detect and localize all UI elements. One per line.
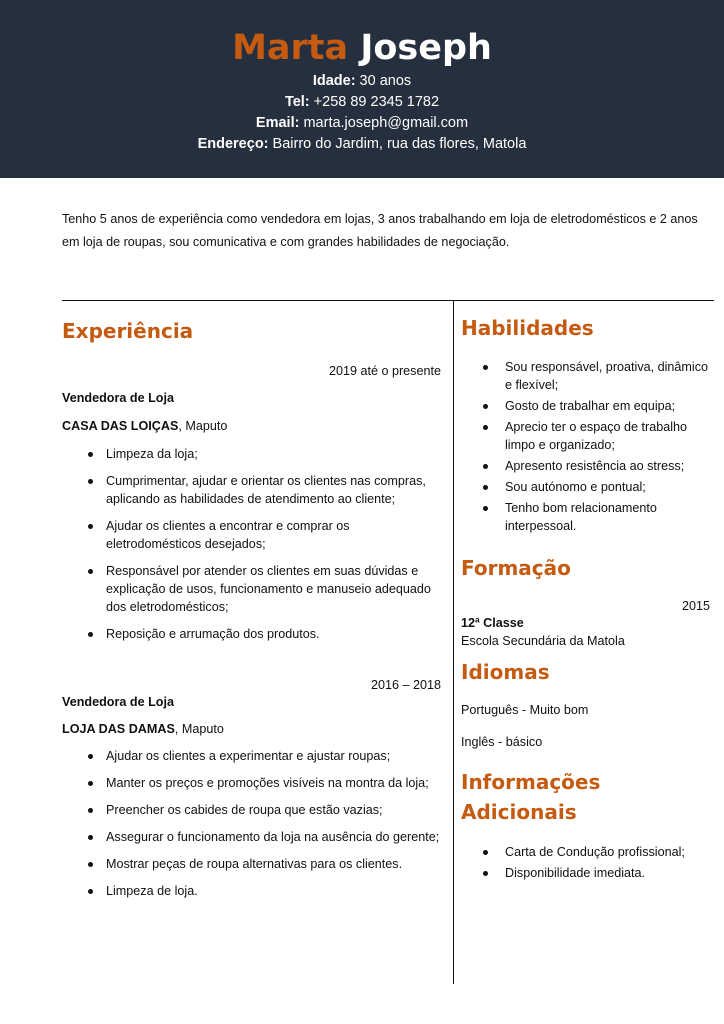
additional-info-list bbox=[463, 843, 715, 885]
job-2-employer bbox=[62, 720, 224, 738]
phone-value: +258 89 2345 1782 bbox=[309, 94, 440, 110]
job-1-role: Vendedora de Loja bbox=[62, 391, 174, 405]
job-2-task: Manter os preços e promoções visíveis na montra da loja; bbox=[62, 774, 442, 792]
additional-info-item: Carta de Condução profissional; bbox=[463, 843, 715, 861]
job-1-period: 2019 até o presente bbox=[328, 364, 441, 378]
job-1-company: CASA DAS LOIÇAS bbox=[62, 419, 179, 433]
job-1-task: Responsável por atender os clientes em suas dúvidas e explicação de usos, funcionamento e manuseio adequado dos eletrodomésticos; bbox=[62, 562, 442, 616]
email-line bbox=[0, 113, 724, 133]
candidate-name bbox=[0, 26, 724, 70]
age-line bbox=[0, 71, 724, 91]
header-banner bbox=[0, 0, 724, 178]
last-name: Joseph bbox=[360, 28, 492, 68]
phone-line bbox=[0, 92, 724, 112]
skill-item: Gosto de trabalhar em equipa; bbox=[463, 397, 715, 415]
languages-title: Idiomas bbox=[461, 660, 550, 684]
job-1-task: Reposição e arrumação dos produtos. bbox=[62, 625, 442, 643]
job-2-task: Assegurar o funcionamento da loja na ausência do gerente; bbox=[62, 828, 442, 846]
additional-info-item: Disponibilidade imediata. bbox=[463, 864, 715, 882]
job-2-location: , Maputo bbox=[174, 722, 224, 736]
email-value: marta.joseph@gmail.com bbox=[299, 115, 469, 131]
job-1-tasks bbox=[62, 445, 442, 652]
skill-item: Apresento resistência ao stress; bbox=[463, 457, 715, 475]
phone-label: Tel: bbox=[284, 94, 310, 110]
email-label: Email: bbox=[255, 115, 300, 131]
experience-title: Experiência bbox=[62, 319, 194, 343]
age-value: 30 anos bbox=[355, 73, 412, 89]
job-2-role: Vendedora de Loja bbox=[62, 695, 174, 709]
job-1-task: Limpeza da loja; bbox=[62, 445, 442, 463]
job-2-task: Mostrar peças de roupa alternativas para os clientes. bbox=[62, 855, 442, 873]
job-1-task: Cumprimentar, ajudar e orientar os clientes nas compras, aplicando as habilidades de atendimento ao cliente; bbox=[62, 472, 442, 508]
additional-info-title-line2: Adicionais bbox=[461, 800, 577, 824]
column-divider bbox=[453, 300, 454, 984]
skill-item: Sou autónomo e pontual; bbox=[463, 478, 715, 496]
skill-item: Sou responsável, proativa, dinâmico e flexível; bbox=[463, 358, 715, 394]
job-2-company: LOJA DAS DAMAS bbox=[62, 722, 175, 736]
additional-info-title-line1: Informações bbox=[461, 770, 601, 794]
job-2-task: Preencher os cabides de roupa que estão vazias; bbox=[62, 801, 442, 819]
address-value: Bairro do Jardim, rua das flores, Matola bbox=[268, 136, 527, 152]
education-year: 2015 bbox=[681, 599, 710, 613]
job-1-task: Ajudar os clientes a encontrar e comprar os eletrodomésticos desejados; bbox=[62, 517, 442, 553]
address-line bbox=[0, 134, 724, 154]
profile-summary: Tenho 5 anos de experiência como vendedora em lojas, 3 anos trabalhando em loja de eletrodomésticos e 2 anos em loja de roupas, sou comunicativa e com grandes habilidades de negociação. bbox=[62, 212, 698, 249]
job-2-task: Limpeza de loja. bbox=[62, 882, 442, 900]
language-item: Português - Muito bom bbox=[461, 703, 589, 717]
job-2-period: 2016 – 2018 bbox=[370, 678, 441, 692]
horizontal-divider bbox=[62, 300, 714, 301]
job-2-tasks bbox=[62, 747, 442, 909]
job-1-location: , Maputo bbox=[178, 419, 228, 433]
address-label: Endereço: bbox=[197, 136, 269, 152]
skills-title: Habilidades bbox=[461, 316, 594, 340]
job-2-task: Ajudar os clientes a experimentar e ajustar roupas; bbox=[62, 747, 442, 765]
skill-item: Tenho bom relacionamento interpessoal. bbox=[463, 499, 715, 535]
skill-item: Aprecio ter o espaço de trabalho limpo e organizado; bbox=[463, 418, 715, 454]
education-title: Formação bbox=[461, 556, 571, 580]
skills-list bbox=[463, 358, 715, 538]
education-degree: 12ª Classe bbox=[461, 616, 524, 630]
education-school: Escola Secundária da Matola bbox=[461, 634, 625, 648]
language-item: Inglês - básico bbox=[461, 735, 543, 749]
first-name: Marta bbox=[232, 28, 349, 68]
job-1-employer bbox=[62, 417, 227, 435]
age-label: Idade: bbox=[312, 73, 356, 89]
